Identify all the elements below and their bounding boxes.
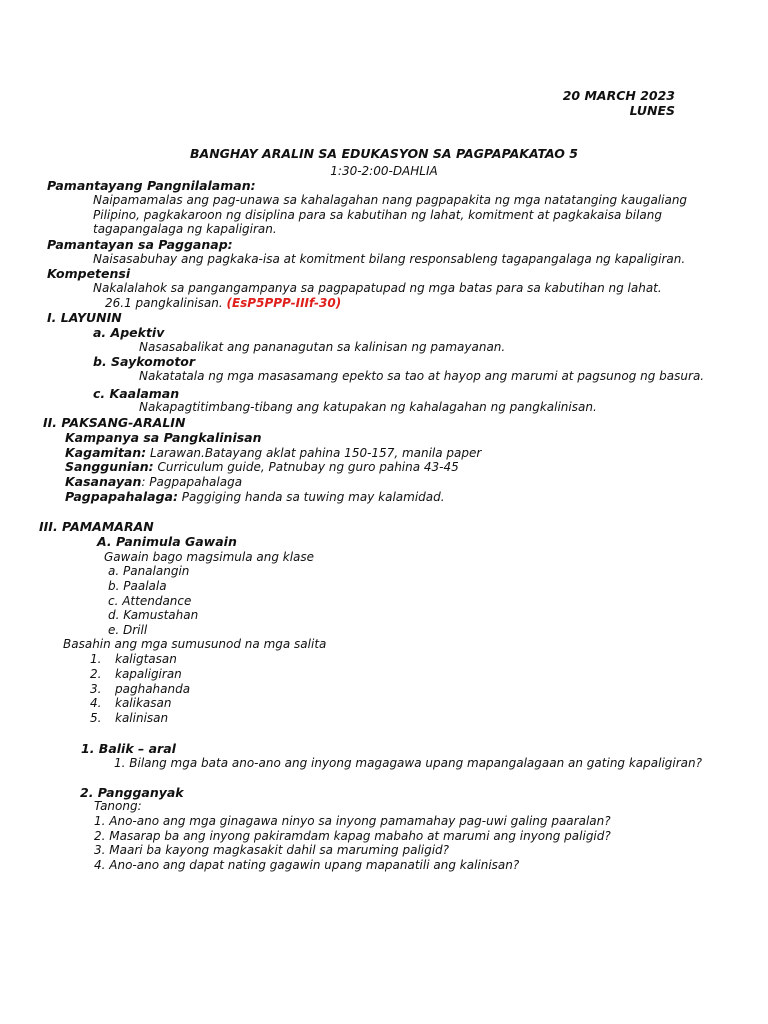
- gawain-item: d. Kamustahan: [108, 608, 199, 622]
- word-number: 4.: [90, 696, 102, 710]
- gawain-item: a. Panalangin: [108, 564, 190, 578]
- day: LUNES: [629, 103, 675, 118]
- basahin-instruction: Basahin ang mga sumusunod na mga salita: [63, 637, 327, 651]
- kasanayan-value: : Pagpapahalaga: [141, 475, 243, 489]
- pamantayan-sa-pagganap-text: Naisasabuhay ang pagkaka-isa at komitment bilang responsableng tagapangalaga ng kapaligiran.: [93, 252, 686, 266]
- tanong-item: 2. Masarap ba ang inyong pakiramdam kapag mabaho at marumi ang inyong paligid?: [94, 829, 611, 843]
- kasanayan-row: [65, 474, 242, 490]
- kagamitan-value: Larawan.Batayang aklat pahina 150-157, manila paper: [146, 446, 482, 460]
- gawain-item: c. Attendance: [108, 594, 192, 608]
- layunin-item-label: a. Apektiv: [93, 325, 165, 340]
- word-item: kapaligiran: [115, 667, 182, 681]
- tanong-label: Tanong:: [94, 799, 142, 813]
- gawain-item: b. Paalala: [108, 579, 167, 593]
- kagamitan-label: Kagamitan:: [65, 445, 147, 460]
- gawain-item: e. Drill: [108, 623, 148, 637]
- balik-aral-question: 1. Bilang mga bata ano-ano ang inyong magagawa upang mapangalagaan an gating kapaligiran?: [114, 756, 703, 770]
- tanong-item: 4. Ano-ano ang dapat nating gagawin upang mapanatili ang kalinisan?: [94, 858, 520, 872]
- kompetensi-label: Kompetensi: [47, 266, 131, 281]
- pamantayang-pangnilalaman-label: Pamantayang Pangnilalaman:: [47, 178, 256, 193]
- paksang-aralin-topic: Kampanya sa Pangkalinisan: [65, 430, 262, 445]
- layunin-item-label: c. Kaalaman: [93, 386, 180, 401]
- pamantayang-line: tagapangalaga ng kapaligiran.: [93, 222, 277, 236]
- word-item: kalikasan: [115, 696, 172, 710]
- pagpapahalaga-value: Paggiging handa sa tuwing may kalamidad.: [177, 490, 445, 504]
- date: 20 MARCH 2023: [562, 88, 675, 103]
- pamantayang-line: Pilipino, pagkakaroon ng disiplina para sa kabutihan ng lahat, komitment at pagkakaisa bilang: [93, 208, 662, 222]
- word-number: 3.: [90, 682, 102, 696]
- pangganyak-heading: 2. Pangganyak: [80, 785, 184, 800]
- pagpapahalaga-row: [65, 489, 445, 505]
- tanong-item: 1. Ano-ano ang mga ginagawa ninyo sa inyong pamamahay pag-uwi galing paaralan?: [94, 814, 611, 828]
- word-item: paghahanda: [115, 682, 191, 696]
- layunin-item-label: b. Saykomotor: [93, 354, 196, 369]
- pagpapahalaga-label: Pagpapahalaga:: [65, 489, 178, 504]
- sanggunian-row: [65, 459, 459, 475]
- panimula-gawain: A. Panimula Gawain: [97, 534, 237, 549]
- sanggunian-label: Sanggunian:: [65, 459, 154, 474]
- sanggunian-value: Curriculum guide, Patnubay ng guro pahina 43-45: [153, 460, 459, 474]
- schedule: 1:30-2:00-DAHLIA: [330, 164, 438, 178]
- pamantayang-line: Naipamamalas ang pag-unawa sa kahalagahan nang pagpapakita ng mga natatanging kaugaliang: [93, 193, 688, 207]
- layunin-heading: I. LAYUNIN: [47, 310, 122, 325]
- kompetensi-sub-text: 26.1 pangkalinisan.: [105, 296, 227, 310]
- document-title: BANGHAY ARALIN SA EDUKASYON SA PAGPAPAKATAO 5: [190, 146, 578, 161]
- word-number: 2.: [90, 667, 102, 681]
- layunin-item-text: Nasasabalikat ang pananagutan sa kalinisan ng pamayanan.: [139, 340, 506, 354]
- word-number: 1.: [90, 652, 102, 666]
- word-item: kalinisan: [115, 711, 169, 725]
- pamamaraan-heading: III. PAMAMARAN: [39, 519, 154, 534]
- kompetensi-sub: [105, 296, 341, 311]
- layunin-item-text: Nakapagtitimbang-tibang ang katupakan ng kahalagahan ng pangkalinisan.: [139, 400, 597, 414]
- word-item: kaligtasan: [115, 652, 177, 666]
- kompetensi-text: Nakalalahok sa pangangampanya sa pagpapatupad ng mga batas para sa kabutihan ng lahat.: [93, 281, 662, 295]
- pamantayan-sa-pagganap-label: Pamantayan sa Pagganap:: [47, 237, 233, 252]
- kasanayan-label: Kasanayan: [65, 474, 142, 489]
- competency-code: (EsP5PPP-IIIf-30): [226, 296, 342, 310]
- gawain-intro: Gawain bago magsimula ang klase: [104, 550, 315, 564]
- word-number: 5.: [90, 711, 102, 725]
- balik-aral-heading: 1. Balik – aral: [81, 741, 176, 756]
- paksang-aralin-heading: II. PAKSANG-ARALIN: [43, 415, 186, 430]
- tanong-item: 3. Maari ba kayong magkasakit dahil sa maruming paligid?: [94, 843, 450, 857]
- layunin-item-text: Nakatatala ng mga masasamang epekto sa tao at hayop ang marumi at pagsunog ng basura.: [139, 369, 705, 383]
